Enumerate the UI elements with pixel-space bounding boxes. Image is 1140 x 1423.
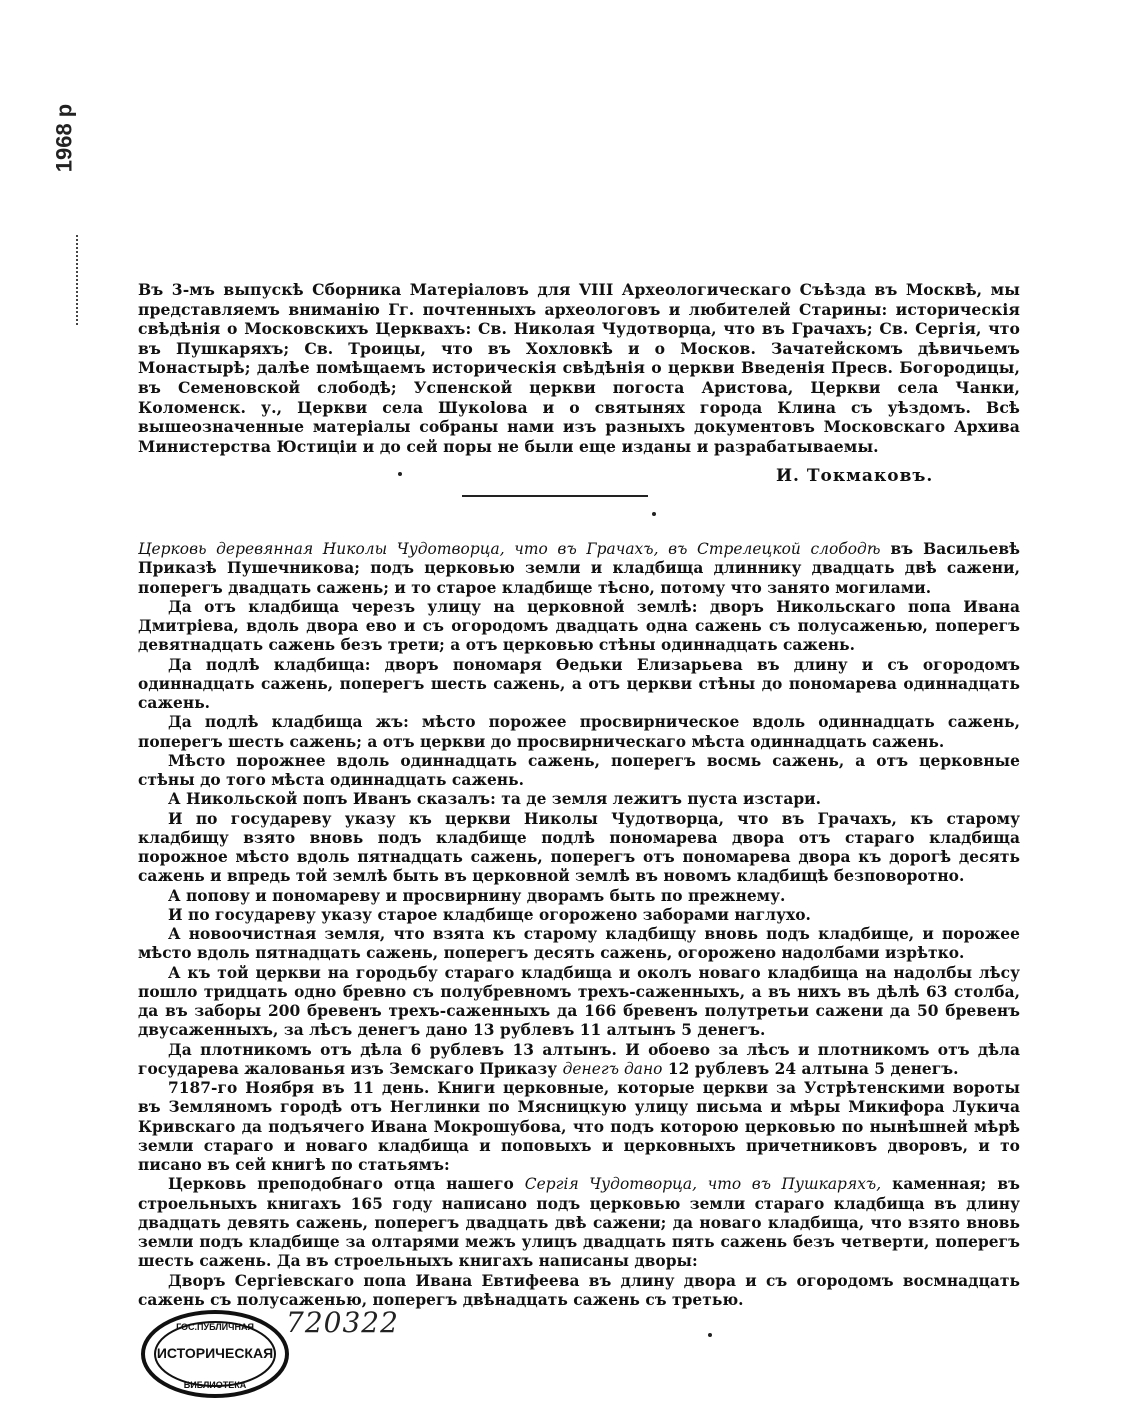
margin-dots: [76, 235, 82, 325]
paragraph-12: [138, 1041, 1020, 1080]
stamp-line-2: ИСТОРИЧЕСКАЯ: [156, 1345, 274, 1361]
paragraph-12-text-a: Да плотникомъ отъ дѣла 6 рублевъ 13 алтынъ. И обоево за лѣсъ и плотникомъ отъ дѣла государева жалованья изъ Земскаго Приказу: [138, 1040, 1020, 1078]
margin-note: [51, 85, 100, 245]
paragraph-10: А новоочистная земля, что взята къ старому кладбищу вновь подъ кладбище, и порожее мѣсто вдоль пятнадцать сажень, поперегъ десять сажень, огорожено надолбами изрѣтко.: [138, 925, 1020, 963]
author-signature: И. Токмаковъ.: [776, 466, 934, 486]
paragraph-5: Мѣсто порожнее вдоль одиннадцать сажень, поперегъ восмь сажень, а отъ церковные стѣны до того мѣста одиннадцать сажень.: [138, 751, 1020, 789]
paragraph-11: А къ той церкви на городьбу стараго кладбища и околъ новаго кладбища на надолбы лѣсу пошло тридцать одно бревно съ полубревномъ трехъ-саженныхъ, а въ нихъ въ дѣлѣ 63 столба, да въ заборы 200 бревенъ трехъ-саженныхъ да 166 бревенъ полутретьи сажени да 50 бревенъ двусаженныхъ, за лѣсъ денегъ дано 13 рублевъ 11 алтынъ 5 денегъ.: [138, 963, 1020, 1040]
paragraph-1-text: въ Васильевѣ Приказѣ Пушечникова; подъ церковью земли и кладбища длиннику двадцать двѣ сажени, поперегъ двадцать сажень; и то старое кладбище тѣсно, потому что занято могилами.: [138, 540, 1020, 597]
library-stamp: [140, 1308, 290, 1400]
paragraph-14-italic: Сергія Чудотворца, что въ Пушкаряхъ,: [524, 1175, 882, 1194]
intro-paragraph: [138, 280, 1020, 456]
church-title-italic: Церковь деревянная Николы Чудотворца, что въ Грачахъ, въ Стрелецкой слободѣ: [138, 540, 881, 558]
print-speck: [708, 1333, 712, 1337]
paragraph-15: Дворъ Сергіевскаго попа Ивана Евтифеева въ длину двора и съ огородомъ восмнадцать сажень съ полусаженью, поперегъ двѣнадцать сажень съ третью.: [138, 1271, 1020, 1309]
paragraph-2: Да отъ кладбища черезъ улицу на церковной землѣ: дворъ Никольскаго попа Ивана Дмитріева, вдоль двора ево и съ огородомъ двадцать одна сажень съ полусаженью, поперегъ девятнадцать сажень безъ трети; а отъ церковью стѣны одиннадцать сажень.: [138, 597, 1020, 655]
print-speck: [398, 472, 402, 476]
paragraph-12-text-b: 12 рублевъ 24 алтына 5 денегъ.: [662, 1059, 959, 1078]
paragraph-3: Да подлѣ кладбища: дворъ пономаря Ѳедьки Елизарьева въ длину и съ огородомъ одиннадцать сажень, поперегъ шесть сажень, а отъ церкви стѣны до пономарева одиннадцать сажень.: [138, 655, 1020, 712]
paragraph-1: [138, 540, 1020, 598]
paragraph-6: А Никольской попъ Иванъ сказалъ: та де земля лежитъ пуста изстари.: [168, 790, 822, 809]
main-text: [138, 540, 1020, 1310]
stamp-line-3: БИБЛИОТЕКА: [183, 1380, 247, 1390]
paragraph-14-text-b: каменная; въ строельныхъ книгахъ 165 году написано подъ церковью земли стараго кладбища въ длину двадцать девять сажень, поперегъ двадцать двѣ сажени; да новаго кладбища, что взято вновь земли подъ кладбище за олтарями межъ улицъ двадцать пять сажень безъ четверти, поперегъ шесть сажень. Да въ строельныхъ книгахъ написаны дворы:: [138, 1175, 1020, 1271]
margin-number: 1968 р: [51, 103, 77, 173]
print-speck: [652, 512, 656, 516]
paragraph-14-text-a: Церковь преподобнаго отца нашего: [168, 1175, 525, 1194]
paragraph-13: 7187-го Ноября въ 11 день. Книги церковные, которые церкви за Устрѣтенскими вороты въ Земляномъ городѣ отъ Неглинки по Мясницкую улицу письма и мѣры Микифора Лукича Кривскаго да подъячего Ивана Мокрошубова, что подъ которою церковью по нынѣшней мѣрѣ земли стараго и новаго кладбища и поповыхъ и церковныхъ причетниковъ дворовъ, и то писано въ сей книгѣ по статьямъ:: [138, 1079, 1020, 1174]
paragraph-9: И по государеву указу старое кладбище огорожено заборами наглухо.: [168, 905, 811, 924]
paragraph-4: Да подлѣ кладбища жъ: мѣсто порожее просвирническое вдоль одиннадцать сажень, поперегъ шесть сажень; а отъ церкви до просвирническаго мѣста одиннадцать сажень.: [138, 713, 1020, 751]
paragraph-14: [138, 1175, 1020, 1271]
section-divider: [462, 495, 648, 497]
stamp-handwritten-number: 720322: [286, 1306, 399, 1339]
paragraph-7: И по государеву указу къ церкви Николы Чудотворца, что въ Грачахъ, къ старому кладбищу взято вновь подъ кладбище подлѣ пономарева двора отъ стараго кладбища порожное мѣсто вдоль пятнадцать сажень, поперегъ отъ пономарева двора къ дорогѣ десять сажень и впредь той землѣ быть въ церковной землѣ въ новомъ кладбищѣ безповоротно.: [138, 809, 1020, 886]
intro-text: Въ 3-мъ выпускѣ Сборника Матеріаловъ для VIII Археологическаго Съѣзда въ Москвѣ, мы представляемъ вниманію Гг. почтенныхъ археологовъ и любителей Старины: историческія свѣдѣнія о Московскихъ Церквахъ: Св. Николая Чудотворца, что въ Грачахъ; Св. Сергія, что въ Пушкаряхъ; Св. Троицы, что въ Хохловкѣ и о Москов. Зачатейскомъ дѣвичьемъ Монастырѣ; далѣе помѣщаемъ историческія свѣдѣнія о церкви Введенія Пресв. Богородицы, въ Семеновской слободѣ; Успенской церкви погоста Аристова, Церкви села Чанки, Коломенск. у., Церкви села Шукolова и о святынях города Клина съ уѣздомъ. Всѣ вышеозначенные матеріалы собраны нами изъ разныхъ документовъ Московскаго Архива Министерства Юстиціи и до сей поры не были еще изданы и разрабатываемы.: [138, 280, 1020, 456]
stamp-line-1: ГОС.ПУБЛИЧНАЯ: [176, 1322, 254, 1332]
paragraph-8: А попову и пономареву и просвирнину дворамъ быть по прежнему.: [168, 886, 786, 905]
paragraph-12-italic: денегъ дано: [562, 1059, 663, 1078]
